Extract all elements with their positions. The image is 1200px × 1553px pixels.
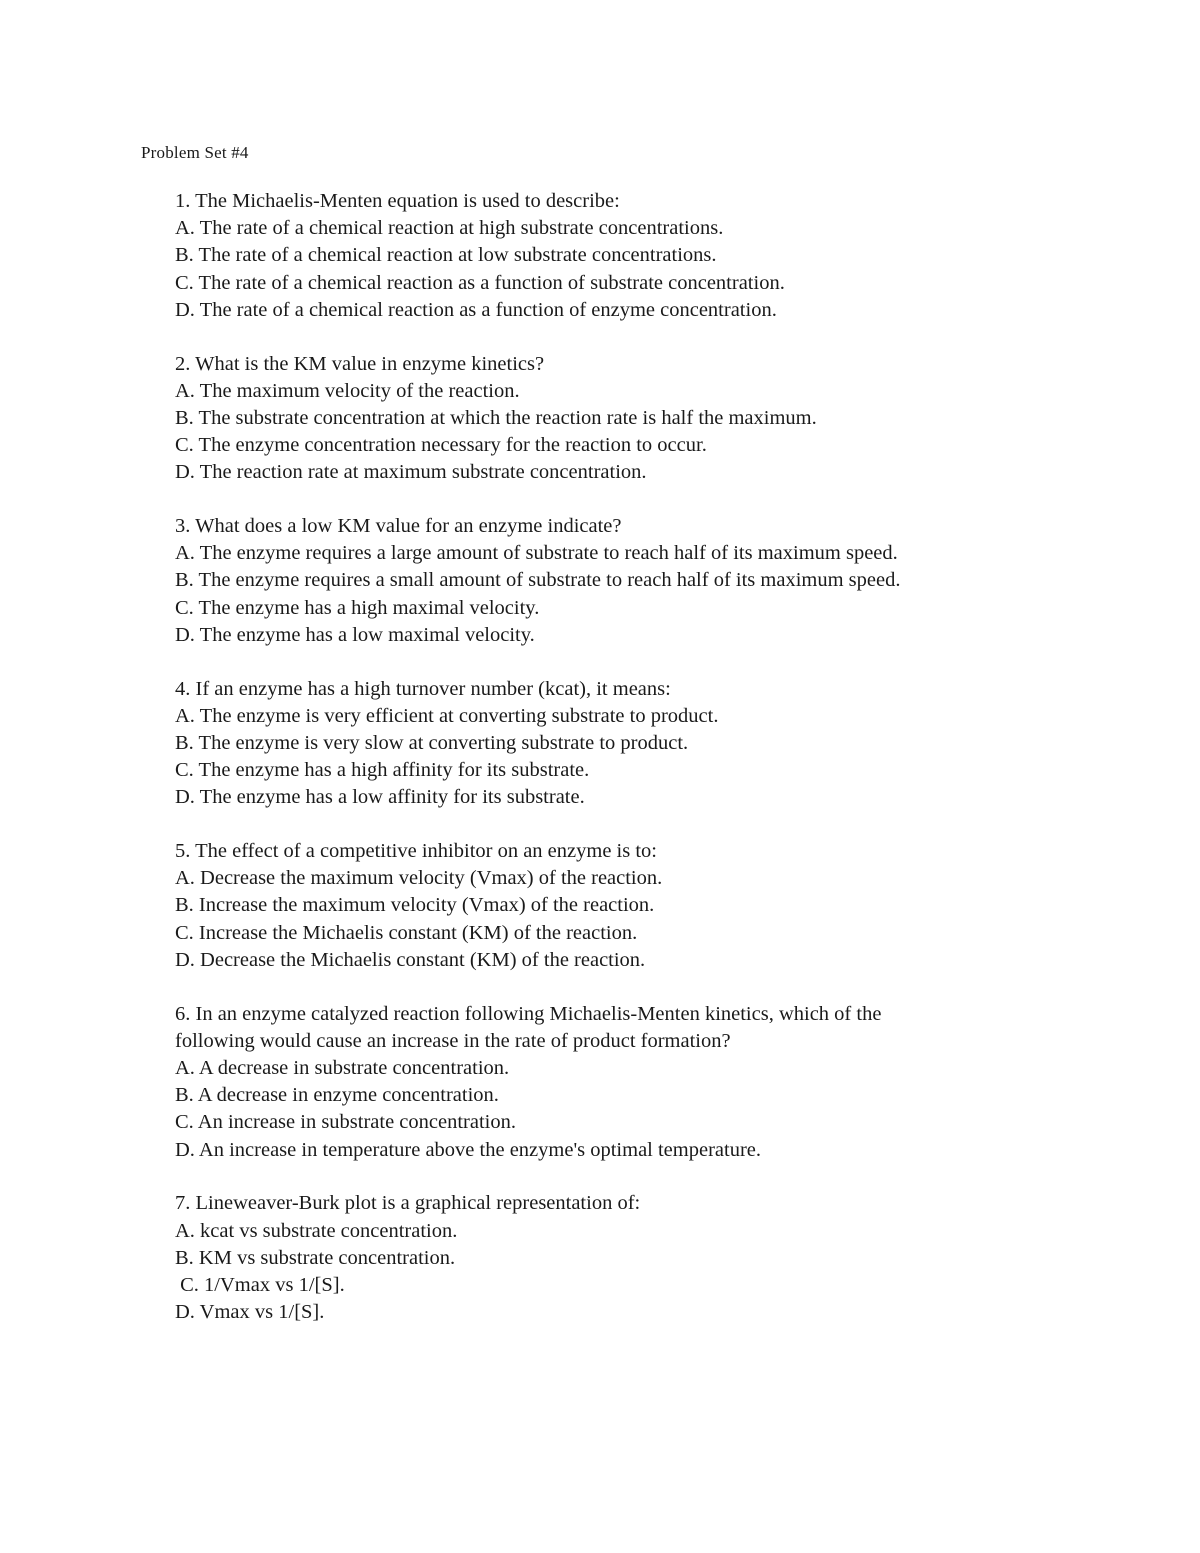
- option-a: A. The enzyme requires a large amount of substrate to reach half of its maximum speed.: [175, 542, 898, 565]
- option-b: B. KM vs substrate concentration.: [175, 1246, 456, 1269]
- option-a: A. kcat vs substrate concentration.: [175, 1219, 458, 1242]
- question-6: [175, 1001, 1075, 1164]
- question-stem: 7. Lineweaver-Burk plot is a graphical representation of:: [175, 1192, 641, 1215]
- question-list: [175, 188, 1075, 1353]
- option-c: C. The enzyme has a high maximal velocity.: [175, 596, 540, 619]
- option-a: A. The enzyme is very efficient at converting substrate to product.: [175, 704, 719, 727]
- option-d: D. An increase in temperature above the enzyme's optimal temperature.: [175, 1138, 762, 1161]
- option-b: B. A decrease in enzyme concentration.: [175, 1084, 499, 1107]
- question-4: [175, 676, 1075, 812]
- question-1: [175, 188, 1075, 324]
- option-d: D. Decrease the Michaelis constant (KM) of the reaction.: [175, 948, 646, 971]
- question-3: [175, 513, 1075, 649]
- option-c: C. The enzyme concentration necessary for the reaction to occur.: [175, 434, 707, 457]
- question-stem: 3. What does a low KM value for an enzyme indicate?: [175, 515, 622, 538]
- option-c: C. Increase the Michaelis constant (KM) of the reaction.: [175, 921, 638, 944]
- option-c: C. The enzyme has a high affinity for its substrate.: [175, 759, 590, 782]
- question-stem-line-2: following would cause an increase in the rate of product formation?: [175, 1029, 731, 1052]
- option-d: D. The rate of a chemical reaction as a function of enzyme concentration.: [175, 298, 777, 321]
- question-stem-line-1: 6. In an enzyme catalyzed reaction following Michaelis-Menten kinetics, which of the: [175, 1002, 882, 1025]
- question-7: [175, 1190, 1075, 1326]
- option-a: A. Decrease the maximum velocity (Vmax) of the reaction.: [175, 867, 663, 890]
- question-stem: 1. The Michaelis-Menten equation is used to describe:: [175, 190, 620, 212]
- question-stem: 4. If an enzyme has a high turnover number (kcat), it means:: [175, 677, 671, 700]
- option-b: B. The substrate concentration at which the reaction rate is half the maximum.: [175, 406, 817, 429]
- question-2: [175, 351, 1075, 487]
- option-d: D. The reaction rate at maximum substrate concentration.: [175, 461, 647, 484]
- option-a: A. The maximum velocity of the reaction.: [175, 379, 520, 402]
- option-b: B. The rate of a chemical reaction at low substrate concentrations.: [175, 244, 717, 267]
- option-d: D. The enzyme has a low affinity for its substrate.: [175, 786, 585, 809]
- question-stem: 5. The effect of a competitive inhibitor on an enzyme is to:: [175, 840, 657, 863]
- option-a: A. A decrease in substrate concentration.: [175, 1056, 510, 1079]
- option-c: C. An increase in substrate concentration.: [175, 1111, 516, 1134]
- option-d: D. The enzyme has a low maximal velocity.: [175, 623, 535, 646]
- option-c: C. The rate of a chemical reaction as a function of substrate concentration.: [175, 271, 785, 294]
- page-title: Problem Set #4: [141, 143, 249, 162]
- option-b: B. The enzyme is very slow at converting substrate to product.: [175, 731, 689, 754]
- option-b: B. The enzyme requires a small amount of substrate to reach half of its maximum speed.: [175, 569, 901, 592]
- question-stem: 2. What is the KM value in enzyme kinetics?: [175, 352, 545, 375]
- option-d: D. Vmax vs 1/[S].: [175, 1301, 325, 1324]
- option-a: A. The rate of a chemical reaction at high substrate concentrations.: [175, 217, 724, 240]
- question-5: [175, 838, 1075, 974]
- option-c: C. 1/Vmax vs 1/[S].: [175, 1273, 345, 1296]
- option-b: B. Increase the maximum velocity (Vmax) of the reaction.: [175, 894, 655, 917]
